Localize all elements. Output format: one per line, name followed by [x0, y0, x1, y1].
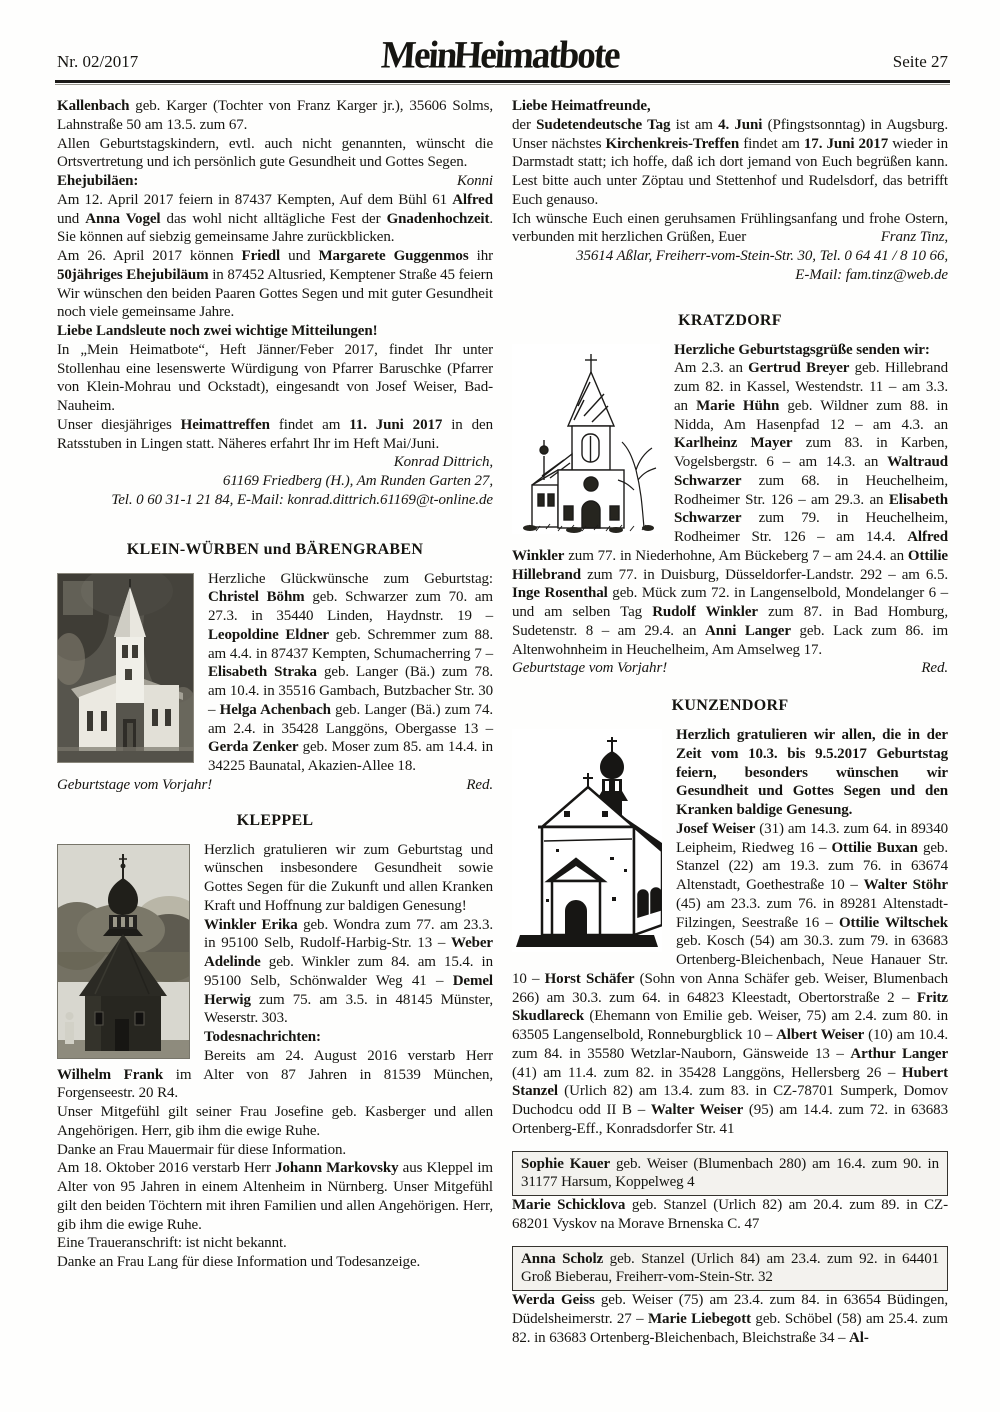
text-segment: 4. Juni: [718, 116, 763, 133]
section-heading-kratzdorf: KRATZDORF: [678, 311, 782, 329]
text-segment: Fritz Skudlareck: [512, 989, 948, 1025]
text-segment: ist am: [670, 116, 719, 133]
text-segment: Marie Schicklova: [512, 1197, 626, 1213]
section-kratzdorf: [512, 341, 948, 660]
text-segment: Alfred Winkler: [512, 529, 948, 564]
left-column: [57, 97, 493, 1347]
text-segment: Herzliche Glückwünsche zum Geburtstag:: [208, 570, 493, 587]
greeting-tinz: [512, 210, 948, 248]
header-rule: [55, 80, 950, 85]
text-segment: (Sohn von Anna Schäfer geb. Weiser, Blumenbach 266) am 30.3. zum 64. in 64823 Kleestadt, Obertorstraße 2 –: [512, 970, 948, 1006]
text-segment: Allen Geburtstagskindern, evtl. auch nicht genannten, wünscht die Ortsvertretung und ich persönlich gute Gesundheit und Gottes Segen.: [57, 135, 493, 171]
church-line-drawing: [512, 344, 660, 534]
text-segment: Danke an Frau Mauermair für diese Information.: [57, 1141, 347, 1158]
text-segment: Anna Scholz: [521, 1250, 604, 1267]
text-segment: Rudolf Winkler: [652, 604, 758, 620]
text-segment: geb. Karger (Tochter von Franz Karger jr.), 35606 Solms, Lahnstraße 50 am 13.5. zum 67.: [57, 98, 493, 133]
signature-line: 35614 Aßlar, Freiherr-vom-Stein-Str. 30, Tel. 0 64 41 / 8 10 66,: [576, 248, 948, 264]
text-segment: (45) am 23.3. zum 76. in 89281 Altenstadt-Filzingen, Seestraße 16 –: [676, 895, 948, 931]
text-segment: Josef Weiser: [676, 820, 756, 837]
chapel-photo-kleppel: [57, 844, 190, 1059]
text-segment: findet am: [269, 416, 350, 433]
text-segment: zum 83. in Karben, Vogelsbergstr. 6 – am 14.3. an: [674, 435, 948, 470]
text-segment: (Pfingstsonntag) in Augsburg. Unser nächstes: [512, 116, 948, 152]
signature-line: 61169 Friedberg (H.), Am Runden Garten 27,: [222, 473, 493, 489]
text-segment: Friedl: [241, 248, 281, 264]
text-segment: Anni Langer: [705, 622, 791, 639]
text-segment: Sudetendeutsche Tag: [536, 116, 671, 133]
entry-kallenbach: [57, 97, 493, 135]
anniversary-wishes: [57, 285, 493, 323]
text-segment: Kallenbach: [57, 98, 130, 114]
masthead-logo: Mein Heimatbote: [379, 33, 621, 78]
footnote-kratzdorf: [512, 659, 948, 678]
text-segment: Wilhelm Frank: [57, 1066, 164, 1083]
church-woodcut-drawing: [512, 729, 662, 952]
page-number: Seite 27: [892, 52, 948, 71]
section-heading-kleppel: KLEPPEL: [236, 811, 314, 829]
text-segment: Am 18. Oktober 2016 verstarb Herr: [57, 1160, 276, 1177]
text-segment: Anna Vogel: [85, 210, 161, 227]
text-segment: Konni: [456, 173, 493, 189]
greeting-kunzendorf: Herzlich gratulieren wir allen, die in der Zeit vom 10.3. bis 9.5.2017 Geburtstag feiern, besonders wünschen wir Gesundheit und Gottes Segen und den Kranken baldige Genesung.: [676, 727, 948, 818]
section-kleppel: [57, 841, 493, 1104]
text-segment: 11. Juni 2017: [349, 416, 443, 433]
text-segment: Horst Schäfer: [544, 970, 635, 987]
text-segment: und: [57, 210, 86, 227]
church-drawing-kratzdorf: [512, 344, 660, 534]
text-segment: Walter Stöhr: [863, 877, 948, 893]
text-segment: zum 87. in Bad Homburg, Sudetenstr. 8 – am 29.4. an: [512, 604, 948, 639]
text-segment: 17. Juni 2017: [803, 135, 889, 152]
text-segment: geb. Stanzel (22) am 19.3. zum 76. in 63674 Altenstadt, Goethestraße 10 –: [676, 839, 948, 893]
obituary-markovsky: [57, 1159, 493, 1234]
text-segment: Marie Hühn: [696, 397, 780, 414]
text-segment: Geburtstage vom Vorjahr!: [512, 660, 668, 677]
text-segment: Johann Markovsky: [275, 1160, 399, 1177]
text-segment: geb. Winkler zum 84. am 15.4. in 95100 Selb, Schönwalder Weg 41 –: [204, 954, 493, 989]
notice-sudetendeutscher-tag: [512, 116, 948, 210]
text-segment: geb. Langer (Bä.) zum 78. am 10.4. in 35516 Gambach, Butzbacher Str. 30 –: [208, 664, 493, 718]
text-segment: Arthur Langer: [850, 1045, 949, 1062]
signature-tinz: [512, 247, 948, 285]
text-segment: Ottilie Hillebrand: [512, 547, 948, 583]
text-segment: Albert Weiser: [776, 1027, 865, 1043]
text-segment: ihr: [468, 248, 493, 264]
text-segment: 50jähriges Ehejubiläum: [57, 266, 209, 283]
text-segment: Am 2.3. an: [674, 360, 749, 377]
text-segment: zum 68. in Heuchelheim, Rodheimer Str. 126 – am 29.3. an: [674, 472, 948, 508]
text-segment: geb. Lack zum 86. im Altenwohnheim in Heuchelheim, Am Amselweg 17.: [512, 622, 949, 658]
entry-guggenmos-anniversary: [57, 247, 493, 285]
church-photo: [57, 573, 194, 763]
heading-ehejubilaeen: Ehejubiläen:: [57, 173, 139, 189]
text-segment: Inge Rosenthal: [512, 585, 608, 602]
text-segment: in 87452 Altusried, Kemptener Straße 45 feiern: [208, 266, 493, 283]
text-segment: geb. Stanzel (Urlich 82) am 20.4. zum 89. in CZ-68201 Vyskov na Morave Brnenska C. 47: [512, 1197, 949, 1232]
text-segment: (41) am 11.4. zum 82. in 35428 Langgöns, Hellersberg 26 –: [512, 1064, 902, 1081]
heading-heimatfreunde: Liebe Heimatfreunde,: [512, 98, 651, 114]
birthday-entry-geiss: [512, 1291, 948, 1347]
birthday-entry-kauer: [521, 1155, 939, 1193]
text-segment: Christel Böhm: [208, 589, 305, 606]
text-segment: Red.: [466, 776, 493, 793]
heading-todesnachrichten: Todesnachrichten:: [204, 1029, 321, 1045]
text-segment: findet am: [739, 135, 804, 152]
text-segment: Al-: [849, 1329, 869, 1346]
signature-line: Konrad Dittrich,: [393, 454, 493, 471]
text-segment: . Sie können auf siebzig gemeinsame Jahre zurückblicken.: [57, 210, 494, 246]
text-segment: wieder in Darmstadt statt; ich hoffe, daß ich dort jemand von Euch begrüßen kann. Lest bitte auch unter Zöptau und Stettenhof und Rudelsdorf, das betrifft Euch genauso.: [512, 135, 948, 208]
text-segment: Karlheinz Mayer: [674, 435, 793, 452]
birthday-entry-scholz: [521, 1250, 939, 1288]
text-segment: Sophie Kauer: [521, 1155, 611, 1172]
text-segment: Gerda Zenker: [208, 739, 299, 756]
text-segment: Werda Geiss: [512, 1292, 595, 1308]
text-segment: in den Ratsstuben in Lingen statt. Näheres erfahrt Ihr im Heft Mai/Juni.: [57, 416, 493, 452]
text-segment: Hubert Stanzel: [512, 1064, 948, 1100]
text-segment: geb. Schwarzer zum 70. am 27.3. in 35440 Linden, Haydnstr. 19 –: [208, 589, 493, 624]
text-segment: Red.: [921, 660, 948, 677]
signature-line: E-Mail: fam.tinz@web.de: [795, 266, 948, 283]
entry-vogel-anniversary: [57, 191, 493, 247]
text-segment: und: [280, 248, 319, 264]
text-segment: Franz Tinz,: [880, 229, 948, 246]
issue-number: Nr. 02/2017: [57, 52, 139, 71]
text-segment: Bereits am 24. August 2016 verstarb Herr: [204, 1047, 493, 1064]
text-segment: geb. Langer (Bä.) zum 74. am 2.4. in 35428 Langgöns, Obergasse 13 –: [208, 701, 493, 737]
text-segment: (Urlich 82) am 13.4. zum 83. in CZ-78701 Sumperk, Domov Duchodcu odd II B –: [512, 1083, 948, 1118]
text-segment: Gertrud Breyer: [748, 360, 850, 377]
text-segment: geb. Schöbel (58) am 25.4. zum 82. in 63683 Ortenberg-Bleichenbach, Bleichstraße 34 –: [512, 1310, 948, 1346]
text-segment: zum 77. in Duisburg, Düsseldorfer-Landstr. 292 – am 6.5.: [581, 566, 948, 583]
section-heading-kunzendorf: KUNZENDORF: [671, 697, 789, 714]
text-segment: Unser diesjähriges: [57, 416, 181, 433]
notice-heimattreffen: [57, 416, 493, 454]
section-klein-wuerben: [57, 570, 493, 776]
signature-dittrich: [57, 453, 493, 509]
text-segment: das wohl nicht alltägliche Fest der: [160, 210, 387, 227]
thanks-mauermair: [57, 1141, 493, 1160]
header-rule-thick: [55, 80, 950, 83]
text-segment: zum 77. in Niederhohne, Am Bückeberg 7 – am 24.4. an: [564, 547, 908, 564]
text-segment: der: [512, 116, 537, 133]
text-segment: Waltraud Schwarzer: [674, 454, 948, 489]
text-segment: Wir wünschen den beiden Paaren Gottes Segen und mit guter Gesundheit noch viele gemeinsame Jahre.: [57, 285, 493, 321]
greeting-kratzdorf: Herzliche Geburtstagsgrüße senden wir:: [674, 341, 930, 358]
text-segment: In „Mein Heimatbote“, Heft Jänner/Feber 2017, findet Ihr unter Stollenhau eine lesenswerte Würdigung von Pfarrer Baruschke (Pfarrer von Klein-Mohrau und Ockstadt), eingesandt von Josef Weiser, Bad-Nauheim.: [57, 341, 493, 414]
text-segment: Margarete Guggenmos: [318, 248, 469, 264]
text-segment: Eine Traueranschrift: ist nicht bekannt.: [57, 1235, 287, 1252]
note-traueranschrift: [57, 1234, 493, 1253]
content-columns: [57, 97, 948, 1347]
text-segment: Herzlich gratulieren wir zum Geburtstag und wünschen insbesondere Gesundheit sowie Gottes Segen für die Zukunft und allen Kranken Kraft und Hoffnung zur baldigen Genesung!: [204, 841, 493, 914]
text-segment: Danke an Frau Lang für diese Information und Todesanzeige.: [57, 1254, 421, 1270]
birthday-entry-schicklova: [512, 1196, 948, 1234]
text-segment: geb. Wildner zum 88. in Nidda, Am Hasenpfad 12 – am 4.3. an: [674, 397, 949, 433]
text-segment: aus Kleppel im Alter von 95 Jahren in einem Altenheim in Nürnberg. Unser Mitgefühl gilt den beiden Töchtern mit ihren Familien und allen Angehörigen. Herr, gib ihm die ewige Ruhe.: [57, 1160, 493, 1233]
text-segment: Kirchenkreis-Treffen: [605, 135, 740, 152]
text-segment: Weber Adelinde: [204, 935, 493, 970]
text-segment: Demel Herwig: [204, 972, 493, 1008]
boxed-entry-kauer: [512, 1151, 948, 1197]
text-segment: (10) am 10.4. zum 84. in 35580 Wetzlar-Nauborn, Gänsweide 13 –: [512, 1027, 948, 1062]
text-segment: Ottilie Buxan: [831, 839, 918, 856]
text-segment: Geburtstage vom Vorjahr!: [57, 776, 213, 793]
text-segment: Ottilie Wiltschek: [838, 914, 948, 931]
text-segment: Unser Mitgefühl gilt seiner Frau Josefine geb. Kasberger und allen Angehörigen. Herr, gib ihm die ewige Ruhe.: [57, 1104, 493, 1139]
text-segment: Leopoldine Eldner: [208, 626, 329, 643]
text-segment: Winkler Erika: [204, 916, 298, 933]
text-segment: Helga Achenbach: [219, 701, 331, 718]
text-segment: Elisabeth Schwarzer: [674, 491, 948, 527]
text-segment: geb. Schremmer zum 88. am 4.4. in 87437 Kempten, Schumacherring 7 –: [208, 626, 494, 662]
boxed-entry-scholz: [512, 1246, 948, 1292]
condolence-frank: [57, 1103, 493, 1141]
text-segment: Gnadenhochzeit: [386, 210, 490, 227]
text-segment: geb. Weiser (75) am 23.4. zum 84. in 63654 Büdingen, Düdelsheimerstr. 27 –: [512, 1292, 948, 1327]
text-segment: geb. Stanzel (Urlich 84) am 23.4. zum 92. in 64401 Groß Bieberau, Freiherr-vom-Stein-Str. 32: [521, 1250, 939, 1286]
text-segment: geb. Hillebrand zum 82. in Kassel, Westendstr. 11 – am 3.3. an: [674, 360, 948, 414]
text-segment: (31) am 14.3. zum 64. in 89340 Leipheim, Riedweg 16 –: [676, 820, 948, 856]
text-segment: Ich wünsche Euch einen geruhsamen Frühlingsanfang und frohe Ostern, verbunden mit herzlichen Grüßen, Euer: [512, 210, 948, 246]
text-segment: Heimattreffen: [180, 416, 270, 433]
text-segment: Walter Weiser: [650, 1102, 744, 1118]
text-segment: geb. Moser zum 85. am 14.4. in 34225 Baunatal, Akazien-Allee 18.: [208, 739, 493, 774]
church-drawing-kunzendorf: [512, 729, 662, 952]
text-segment: Marie Liebegott: [647, 1310, 751, 1327]
text-segment: Alfred: [452, 191, 493, 208]
text-segment: zum 75. am 3.5. in 48145 Münster, Weserstr. 303.: [204, 991, 493, 1027]
text-segment: Am 12. April 2017 feiern in 87437 Kempten, Auf dem Bühl 61: [57, 191, 453, 208]
signature-line: Tel. 0 60 31-1 21 84, E-Mail: konrad.dittrich.61169@t-online.de: [111, 491, 493, 508]
church-photo-klein-wuerben: [57, 573, 194, 763]
section-kunzendorf: [512, 726, 948, 1139]
heading-mitteilungen: Liebe Landsleute noch zwei wichtige Mitteilungen!: [57, 323, 378, 339]
text-segment: Elisabeth Straka: [208, 664, 317, 681]
section-heading-klein-wuerben: KLEIN-WÜRBEN und BÄRENGRABEN: [126, 540, 424, 558]
text-segment: geb. Wondra zum 77. am 23.3. in 95100 Selb, Rudolf-Harbig-Str. 13 –: [204, 916, 494, 952]
right-column: [512, 97, 948, 1347]
notice-baruschke: [57, 341, 493, 416]
text-segment: zum 79. in Heuchelheim, Rodheimer Str. 126 – am 14.4.: [674, 510, 948, 545]
text-segment: (95) am 14.4. zum 72. in 63683 Ortenberg-Eff., Konradsdorfer Str. 41: [512, 1102, 948, 1137]
footnote-klein-wuerben: [57, 776, 493, 795]
thanks-lang: [57, 1253, 493, 1272]
text-segment: im Alter von 87 Jahren in 81539 München, Forgenseestr. 20 R4.: [57, 1066, 493, 1102]
text-segment: geb. Mück zum 72. in Langenselbold, Mondelanger 6 – und am selben Tag: [512, 585, 948, 620]
text-segment: Am 26. April 2017 können: [57, 248, 242, 264]
text-segment: geb. Kosch (54) am 30.3. zum 79. in 63683 Ortenberg-Bleichenbach, Neue Hanauer Str. 10 –: [512, 933, 948, 987]
header-rule-thin: [55, 84, 950, 85]
chapel-photo: [57, 844, 190, 1059]
text-segment: geb. Weiser (Blumenbach 280) am 16.4. zum 90. in 31177 Harsum, Koppelweg 4: [521, 1155, 939, 1191]
text-segment: (Ehemann von Emilie geb. Weiser, 75) am 2.4. zum 80. in 63505 Langenselbold, Ronneburgblick 10 –: [512, 1008, 948, 1043]
